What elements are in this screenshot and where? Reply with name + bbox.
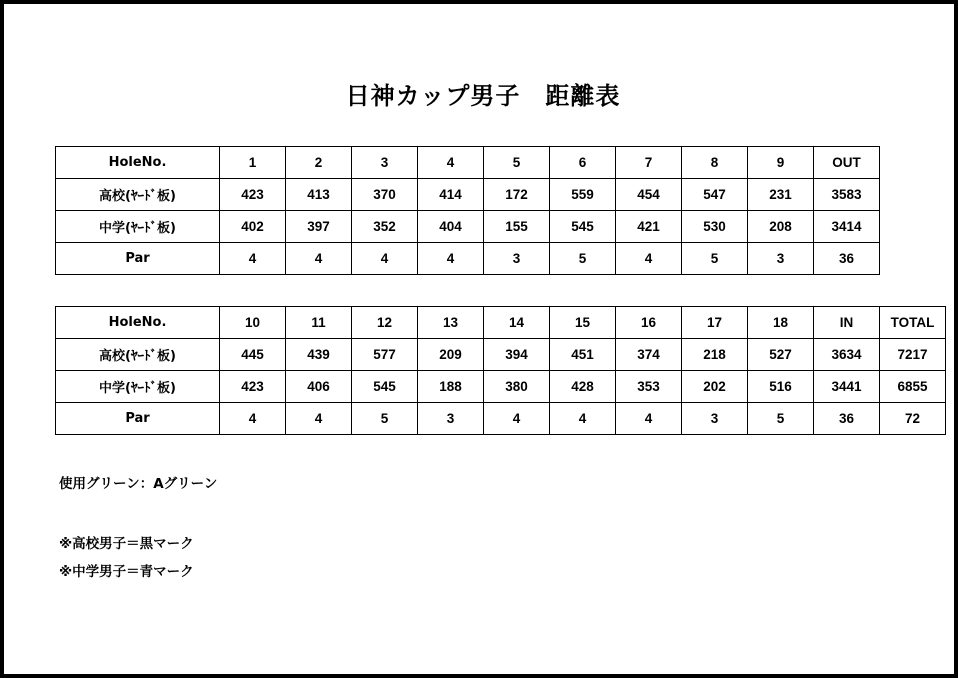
table-cell: 3 [418,403,484,435]
column-header-cell: OUT [814,147,880,179]
table-cell: 423 [220,179,286,211]
table-cell: 7217 [880,339,946,371]
table-cell: 208 [748,211,814,243]
table-cell: 413 [286,179,352,211]
table-row [56,179,880,211]
table-cell: 155 [484,211,550,243]
table-cell: 72 [880,403,946,435]
table-cell: 516 [748,371,814,403]
table-cell: 6855 [880,371,946,403]
table-cell: 231 [748,179,814,211]
row-label-cell: 高校(ﾔｰﾄﾞ板) [56,179,220,211]
table-cell: 530 [682,211,748,243]
table-cell: 428 [550,371,616,403]
back-nine-table [55,306,946,435]
column-header-cell: 15 [550,307,616,339]
table-cell: 3441 [814,371,880,403]
table-cell: 451 [550,339,616,371]
table-cell: 394 [484,339,550,371]
table-cell: 218 [682,339,748,371]
column-header-cell: 10 [220,307,286,339]
table-row [56,371,946,403]
table-cell: 4 [286,243,352,275]
column-header-cell: 1 [220,147,286,179]
column-header-cell: 13 [418,307,484,339]
table-cell: 4 [616,403,682,435]
table-cell: 3 [484,243,550,275]
column-header-cell: 18 [748,307,814,339]
junior-high-marker-note: ※中学男子＝青マーク [59,564,194,580]
table-cell: 5 [748,403,814,435]
table-cell: 5 [550,243,616,275]
table-cell: 4 [220,243,286,275]
table-cell: 547 [682,179,748,211]
column-header-cell: HoleNo. [56,147,220,179]
table-cell: 4 [616,243,682,275]
table-cell: 188 [418,371,484,403]
column-header-cell: HoleNo. [56,307,220,339]
table-cell: 353 [616,371,682,403]
green-note: 使用グリーン：Aグリーン [59,476,218,492]
row-label-cell: 高校(ﾔｰﾄﾞ板) [56,339,220,371]
table-cell: 527 [748,339,814,371]
table-cell: 577 [352,339,418,371]
table-row [56,243,880,275]
column-header-cell: 2 [286,147,352,179]
table-cell: 406 [286,371,352,403]
table-cell: 36 [814,243,880,275]
table-header-row [56,147,880,179]
high-school-marker-note: ※高校男子＝黒マーク [59,536,194,552]
table-cell: 445 [220,339,286,371]
column-header-cell: 8 [682,147,748,179]
table-row [56,211,880,243]
table-row [56,403,946,435]
table-cell: 545 [352,371,418,403]
table-cell: 3634 [814,339,880,371]
column-header-cell: 14 [484,307,550,339]
column-header-cell: 9 [748,147,814,179]
table-cell: 3583 [814,179,880,211]
table-cell: 439 [286,339,352,371]
table-cell: 4 [484,403,550,435]
front-nine-table [55,146,880,275]
table-cell: 559 [550,179,616,211]
column-header-cell: 5 [484,147,550,179]
table-cell: 370 [352,179,418,211]
table-cell: 209 [418,339,484,371]
table-cell: 414 [418,179,484,211]
table-cell: 4 [286,403,352,435]
table-cell: 202 [682,371,748,403]
table-cell: 374 [616,339,682,371]
table-cell: 4 [220,403,286,435]
column-header-cell: 6 [550,147,616,179]
table-cell: 5 [352,403,418,435]
table-cell: 404 [418,211,484,243]
column-header-cell: 16 [616,307,682,339]
table-cell: 3 [748,243,814,275]
table-cell: 3414 [814,211,880,243]
row-label-cell: Par [56,403,220,435]
column-header-cell: TOTAL [880,307,946,339]
table-cell: 402 [220,211,286,243]
table-cell: 397 [286,211,352,243]
table-cell: 545 [550,211,616,243]
column-header-cell: IN [814,307,880,339]
table-cell: 380 [484,371,550,403]
table-cell: 172 [484,179,550,211]
row-label-cell: Par [56,243,220,275]
column-header-cell: 7 [616,147,682,179]
table-cell: 4 [550,403,616,435]
document-title: 日神カップ男子 距離表 [345,82,621,110]
column-header-cell: 12 [352,307,418,339]
row-label-cell: 中学(ﾔｰﾄﾞ板) [56,371,220,403]
table-cell: 352 [352,211,418,243]
table-cell: 4 [418,243,484,275]
table-cell: 423 [220,371,286,403]
table-cell: 3 [682,403,748,435]
table-cell: 36 [814,403,880,435]
column-header-cell: 17 [682,307,748,339]
column-header-cell: 11 [286,307,352,339]
table-row [56,339,946,371]
table-header-row [56,307,946,339]
table-cell: 4 [352,243,418,275]
table-cell: 5 [682,243,748,275]
table-cell: 454 [616,179,682,211]
row-label-cell: 中学(ﾔｰﾄﾞ板) [56,211,220,243]
column-header-cell: 4 [418,147,484,179]
table-cell: 421 [616,211,682,243]
column-header-cell: 3 [352,147,418,179]
